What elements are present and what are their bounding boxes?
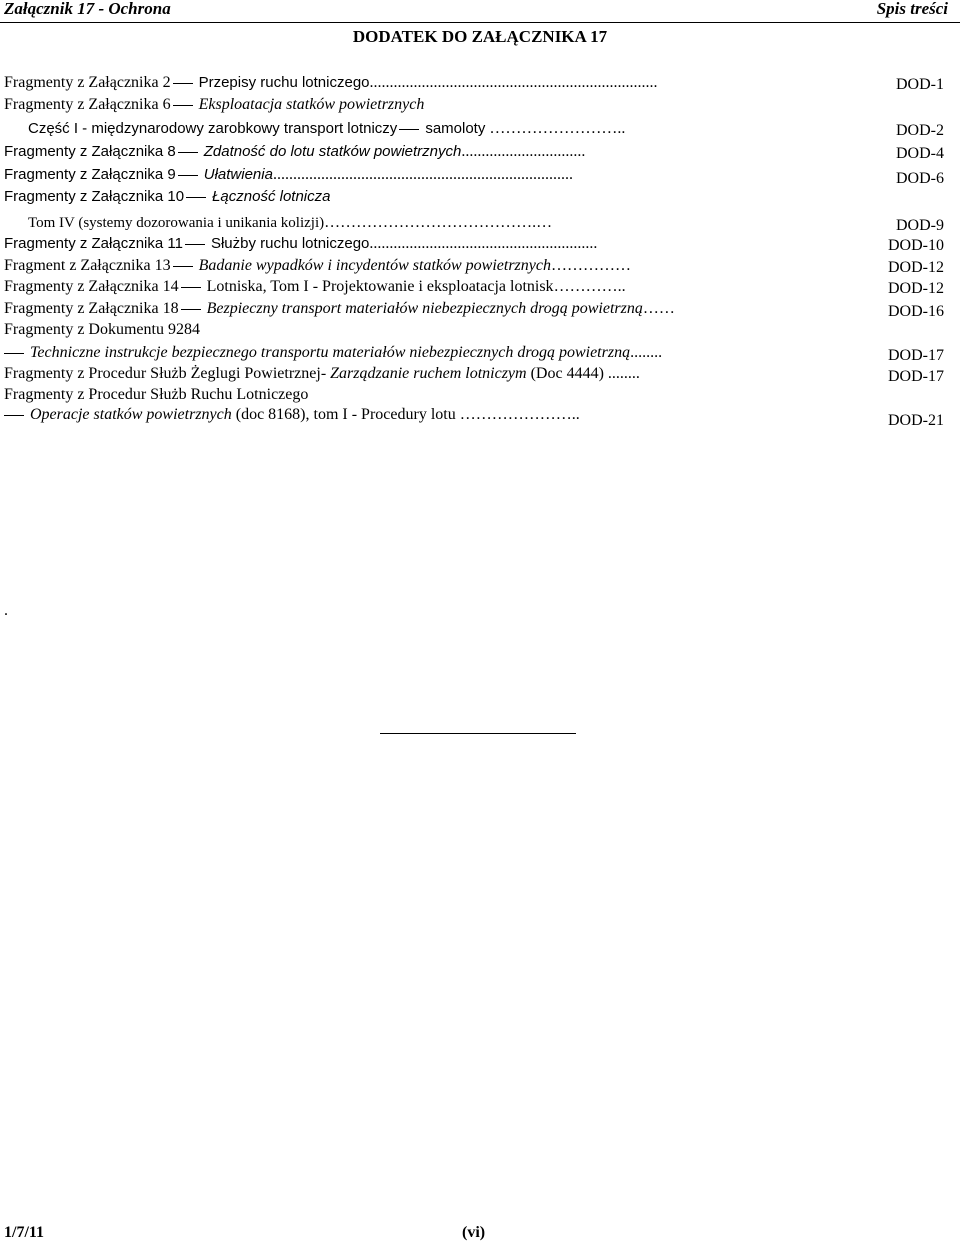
toc-entry-annex-6 [4, 94, 956, 116]
toc-entry-source: Część I - międzynarodowy zarobkowy transport lotniczy [28, 120, 398, 137]
toc-entry-doc-ref: (Doc 4444) [530, 365, 604, 382]
toc-entry-annex-2[interactable] [4, 72, 956, 94]
toc-leader-dots: …… [642, 300, 675, 317]
toc-page-number: DOD-9 [896, 217, 944, 234]
em-dash-rule [181, 309, 201, 310]
toc-entry-source: Fragmenty z Załącznika 8 [4, 143, 176, 160]
toc-page-number: DOD-6 [896, 170, 944, 187]
toc-entry-annex-9[interactable] [4, 164, 956, 186]
toc-entry-subject: Służby ruchu lotniczego [210, 235, 370, 252]
toc-entry-source: Fragmenty z Załącznika 10 [4, 188, 185, 205]
toc-entry-subject: Techniczne instrukcje bezpiecznego transportu materiałów niebezpiecznych drogą powietrzną [30, 344, 631, 361]
page-header [0, 0, 960, 23]
toc-leader-dots: ………………….. [459, 406, 580, 423]
em-dash-rule [4, 353, 24, 354]
toc-entry-source: Fragmenty z Załącznika 14 [4, 278, 179, 295]
toc-page-number: DOD-12 [888, 259, 944, 276]
toc-leader-dots: ........................................................................... [272, 166, 573, 183]
toc-entry-subject: Ułatwienia [203, 166, 273, 183]
toc-entry-subject: Łączność lotnicza [212, 188, 331, 205]
toc-page-number: DOD-12 [888, 280, 944, 297]
toc-page-number: DOD-16 [888, 303, 944, 320]
toc-entry-source: Fragmenty z Dokumentu 9284 [4, 321, 200, 338]
toc-entry-source: Tom IV (systemy dozorowania i unikania kolizji) [28, 215, 325, 231]
em-dash-rule [181, 287, 201, 288]
toc-page-number: DOD-2 [896, 122, 944, 139]
em-dash-rule [399, 129, 419, 130]
toc-entry-source: Fragment z Załącznika 13 [4, 257, 171, 274]
separator-rule [380, 733, 576, 734]
toc-entry-subject: Eksploatacja statków powietrznych [198, 96, 425, 113]
em-dash-rule [185, 244, 205, 245]
toc-entry-source: Fragmenty z Załącznika 2 [4, 74, 171, 91]
toc-entry-source: Fragmenty z Procedur Służb Żeglugi Powietrznej- [4, 365, 327, 382]
em-dash-rule [178, 175, 198, 176]
toc-entry-annex-6-part-1[interactable] [4, 118, 956, 140]
toc-leader-dots: ........ [607, 365, 640, 382]
toc-leader-dots: ......................................................... [369, 235, 598, 252]
toc-entry-annex-13[interactable] [4, 255, 956, 277]
header-doc-title: Załącznik 17 - Ochrona [4, 0, 171, 18]
toc-leader-dots: …………… [550, 257, 631, 274]
stray-dot: . [4, 602, 8, 619]
toc-leader-dots: ………….. [553, 278, 626, 295]
footer-page-number: (vi) [462, 1224, 486, 1241]
toc-entry-annex-14[interactable] [4, 276, 956, 298]
toc-entry-source: Fragmenty z Załącznika 11 [4, 235, 183, 252]
page-title: DODATEK DO ZAŁĄCZNIKA 17 [352, 27, 608, 46]
toc-leader-dots: …………………….. [489, 120, 626, 137]
toc-entry-doc-9284 [4, 319, 956, 341]
toc-entry-subject: Bezpieczny transport materiałów niebezpiecznych drogą powietrzną [206, 300, 643, 317]
toc-leader-dots: ………………………………….… [324, 214, 553, 231]
toc-entry-subject: samoloty [425, 120, 486, 137]
toc-entry-source: Fragmenty z Załącznika 6 [4, 96, 171, 113]
toc-entry-ats-procedures [4, 384, 956, 406]
toc-page-number: DOD-17 [888, 368, 944, 385]
toc-entry-doc-ref: (doc 8168), tom I - Procedury lotu [235, 406, 456, 423]
toc-page-number: DOD-21 [888, 412, 944, 429]
toc-entry-subject: Zarządzanie ruchem lotniczym [330, 365, 527, 382]
toc-page-number: DOD-1 [896, 76, 944, 93]
toc-page-number: DOD-17 [888, 347, 944, 364]
toc-page-number: DOD-10 [888, 237, 944, 254]
toc-entry-source: Fragmenty z Procedur Służb Ruchu Lotniczego [4, 386, 309, 403]
toc-entry-doc-4444[interactable] [4, 363, 956, 385]
toc-entry-annex-8[interactable] [4, 141, 956, 163]
em-dash-rule [4, 415, 24, 416]
toc-entry-source: Fragmenty z Załącznika 9 [4, 166, 176, 183]
toc-leader-dots: ............................... [461, 143, 586, 160]
em-dash-rule [173, 83, 193, 84]
toc-entry-annex-10 [4, 186, 956, 208]
em-dash-rule [178, 152, 198, 153]
toc-entry-doc-8168[interactable] [4, 404, 956, 429]
toc-entry-subject: Lotniska, Tom I - Projektowanie i eksploatacja lotnisk [206, 278, 554, 295]
toc-entry-annex-18[interactable] [4, 298, 956, 320]
toc-page-number: DOD-4 [896, 145, 944, 162]
toc-entry-doc-9284-instructions[interactable] [4, 342, 956, 364]
toc-entry-subject: Przepisy ruchu lotniczego [198, 74, 370, 91]
toc-entry-source: Fragmenty z Załącznika 18 [4, 300, 179, 317]
toc-entry-annex-10-vol-4[interactable] [4, 212, 956, 234]
footer-date: 1/7/11 [4, 1224, 45, 1241]
toc-leader-dots: ........ [630, 344, 663, 361]
toc-entry-annex-11[interactable] [4, 233, 956, 255]
em-dash-rule [173, 266, 193, 267]
toc-entry-subject: Badanie wypadków i incydentów statków powietrznych [198, 257, 551, 274]
toc-entry-subject: Zdatność do lotu statków powietrznych [203, 143, 462, 160]
em-dash-rule [186, 197, 206, 198]
header-section-title: Spis treści [876, 0, 948, 18]
em-dash-rule [173, 105, 193, 106]
toc-leader-dots: ........................................................................ [369, 74, 658, 91]
toc-entry-subject: Operacje statków powietrznych [30, 406, 232, 423]
